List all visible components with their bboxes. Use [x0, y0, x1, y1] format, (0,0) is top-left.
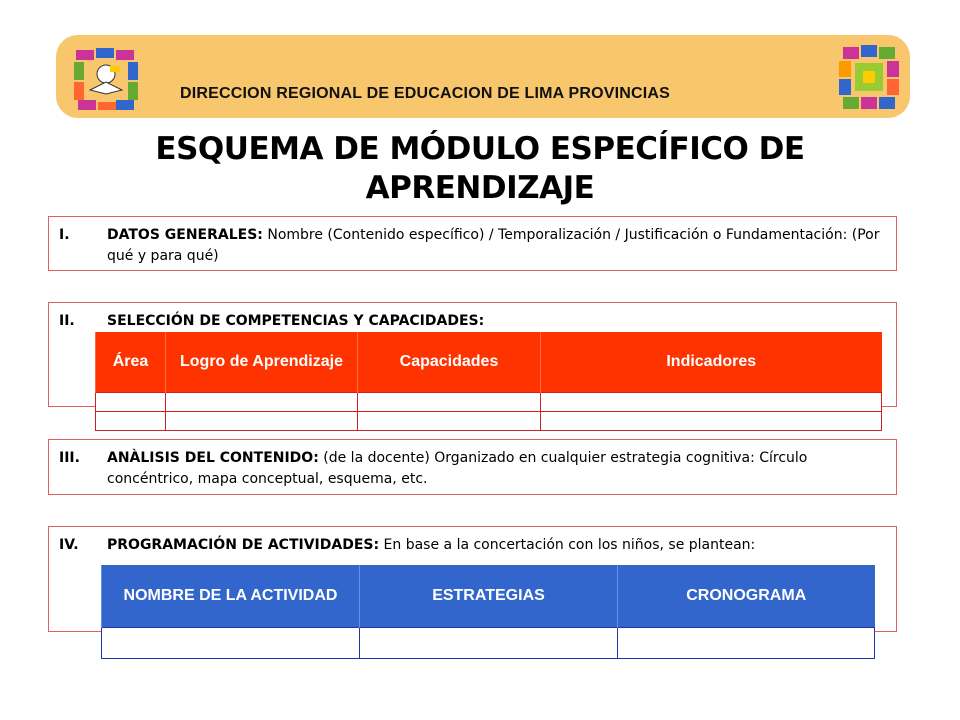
column-header-area: Área	[96, 332, 166, 392]
table-cell[interactable]	[96, 411, 166, 430]
table-header-row	[102, 565, 875, 627]
table-cell[interactable]	[166, 411, 358, 430]
section-number: II.	[59, 313, 75, 329]
column-header-capacidades: Capacidades	[358, 332, 541, 392]
page-title: ESQUEMA DE MÓDULO ESPECÍFICO DE APRENDIZAJE	[155, 131, 805, 206]
regional-crest-right-icon	[835, 43, 903, 111]
section-label: ANÀLISIS DEL CONTENIDO:	[107, 450, 319, 466]
section-label: SELECCIÓN DE COMPETENCIAS Y CAPACIDADES:	[107, 313, 485, 329]
section-description: (de la docente) Organizado en cualquier estrategia cognitiva: Círculo concéntrico, mapa conceptual, esquema, etc.	[107, 450, 808, 487]
table-cell[interactable]	[618, 627, 875, 658]
regional-crest-left-icon	[72, 44, 140, 112]
table-cell[interactable]	[358, 392, 541, 411]
table-cell[interactable]	[102, 627, 360, 658]
table-cell[interactable]	[166, 392, 358, 411]
section-number: IV.	[59, 537, 79, 553]
section-datos-generales	[48, 216, 897, 271]
table-cell[interactable]	[360, 627, 618, 658]
table-cell[interactable]	[541, 411, 882, 430]
table-cell[interactable]	[96, 392, 166, 411]
column-header-cronograma: CRONOGRAMA	[618, 565, 875, 627]
section-description: Nombre (Contenido específico) / Temporalización / Justificación o Fundamentación: (Por qué y para qué)	[107, 227, 880, 264]
column-header-indicadores: Indicadores	[541, 332, 882, 392]
table-row	[96, 411, 882, 430]
column-header-nombre-actividad: NOMBRE DE LA ACTIVIDAD	[102, 565, 360, 627]
section-number: I.	[59, 227, 70, 243]
table-row	[96, 392, 882, 411]
table-cell[interactable]	[541, 392, 882, 411]
section-analisis-contenido	[48, 439, 897, 495]
actividades-table	[101, 565, 875, 659]
header-banner	[56, 35, 910, 118]
section-label: PROGRAMACIÓN DE ACTIVIDADES:	[107, 537, 380, 553]
table-row	[102, 627, 875, 658]
institution-name: DIRECCION REGIONAL DE EDUCACION DE LIMA PROVINCIAS	[180, 85, 671, 102]
table-cell[interactable]	[358, 411, 541, 430]
table-header-row	[96, 332, 882, 392]
competencias-table	[95, 332, 882, 431]
column-header-estrategias: ESTRATEGIAS	[360, 565, 618, 627]
section-description: En base a la concertación con los niños, se plantean:	[379, 537, 756, 553]
column-header-logro: Logro de Aprendizaje	[166, 332, 358, 392]
section-label: DATOS GENERALES:	[107, 227, 263, 243]
section-number: III.	[59, 450, 80, 466]
